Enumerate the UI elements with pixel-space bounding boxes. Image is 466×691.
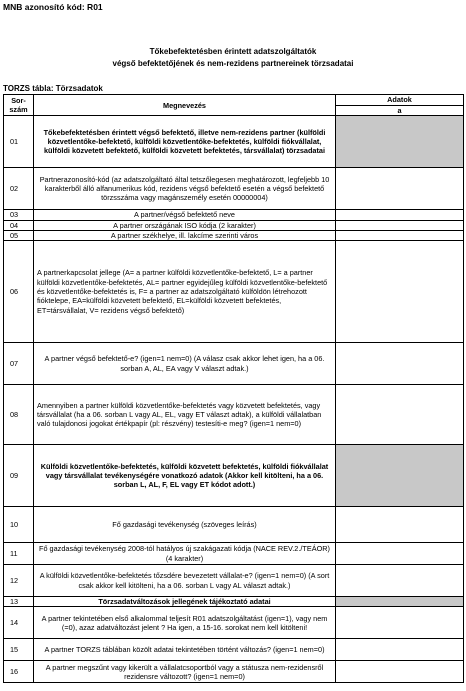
row-data-cell[interactable]: [336, 210, 464, 220]
row-num: 15: [4, 639, 34, 661]
col-header-data-sub: a: [336, 106, 464, 116]
form-title-line2: végső befektetőjének és nem-rezidens partnereinek törzsadatai: [112, 59, 354, 68]
row-num: 13: [4, 597, 34, 607]
row-data-cell[interactable]: [336, 565, 464, 597]
row-data-cell[interactable]: [336, 661, 464, 683]
row-num: 09: [4, 445, 34, 507]
table-name: TORZS tábla: Törzsadatok: [3, 84, 103, 93]
row-desc: Fő gazdasági tevékenység (szöveges leírás): [34, 507, 336, 543]
row-desc: A partnerkapcsolat jellege (A= a partner külföldi közvetlentőke-befektető, L= a partner külföldi közvetlentőke-befektetés, AL= partner egyidejűleg külföldi közvetlentőke-befektető és közvetlentőke-befektetés is, F= a partner az adatszolgáltató külföldön létrehozott fióktelepe, EA=külföldi közvetett befektető, EL=külföldi közvetett befektetés, ET=társvállalat, V= rezidens végső befektető): [34, 241, 336, 343]
row-desc: Külföldi közvetlentőke-befektetés, külföldi közvetett befektetés, külföldi fiókvállalat vagy társvállalat tevékenységére vonatkozó adatok (Akkor kell kitölteni, ha a 06. sorban L, AL, F, EL vagy ET kódot adott.): [34, 445, 336, 507]
row-data-cell-disabled: [336, 116, 464, 168]
row-data-cell[interactable]: [336, 543, 464, 565]
form-title-line1: Tőkebefektetésben érintett adatszolgáltatók: [149, 47, 317, 56]
row-num: 07: [4, 343, 34, 385]
row-data-cell[interactable]: [336, 168, 464, 210]
row-data-cell-disabled: [336, 597, 464, 607]
row-data-cell[interactable]: [336, 607, 464, 639]
row-num: 12: [4, 565, 34, 597]
row-desc: Tőkebefektetésben érintett végső befektető, illetve nem-rezidens partner (külföldi közvetlentőke-befektető, külföldi közvetlentőke-befektetés, külföldi fiókvállalat, külföldi közvetett befektető, külföldi közvetett befektetés, társvállalat) törzsadatai: [34, 116, 336, 168]
row-num: 06: [4, 241, 34, 343]
col-header-data: Adatok: [336, 95, 464, 106]
row-num: 10: [4, 507, 34, 543]
row-desc: A partner/végső befektető neve: [34, 210, 336, 220]
row-data-cell[interactable]: [336, 230, 464, 240]
row-desc: A partner megszűnt vagy kikerült a vállalatcsoportból vagy a státusza nem-rezidensről rezidensre változott? (igen=1 nem=0): [34, 661, 336, 683]
torzs-table: [3, 94, 464, 683]
row-desc: Partnerazonosító-kód (az adatszolgáltató által tetszőlegesen meghatározott, legfeljebb 10 karakterből álló alfanumerikus kód, rezidens végső befektető esetén a végső befektető törzsszáma vagy magánszemély esetén 00000004): [34, 168, 336, 210]
row-data-cell[interactable]: [336, 220, 464, 230]
row-desc: A partner TORZS táblában közölt adatai tekintetében történt változás? (igen=1 nem=0): [34, 639, 336, 661]
row-data-cell[interactable]: [336, 241, 464, 343]
col-header-num: [4, 95, 34, 116]
col-header-name: Megnevezés: [34, 95, 336, 116]
row-num: 05: [4, 230, 34, 240]
row-desc: A partner székhelye, ill. lakcíme szerinti város: [34, 230, 336, 240]
row-data-cell[interactable]: [336, 639, 464, 661]
row-num: 04: [4, 220, 34, 230]
row-desc: A külföldi közvetlentőke-befektetés tőzsdére bevezetett vállalat-e? (igen=1 nem=0) (A sort csak akkor kell kitölteni, ha a 06. sorban L vagy AL választ adtak.): [34, 565, 336, 597]
row-num: 02: [4, 168, 34, 210]
row-desc: A partner végső befektető-e? (igen=1 nem=0) (A válasz csak akkor lehet igen, ha a 06. sorban A, AL, EA vagy V választ adtak.): [34, 343, 336, 385]
row-data-cell[interactable]: [336, 343, 464, 385]
row-desc: Amennyiben a partner külföldi közvetlentőke-befektetés vagy közvetett befektetés, vagy társvállalat (ha a 06. sorban L vagy AL, EL, vagy ET választ adtak), a külföldi vállalatban való tulajdonosi jogokat értékpapír (pl: részvény) testesíti-e meg? (igen=1 nem=0): [34, 385, 336, 445]
row-num: 01: [4, 116, 34, 168]
row-num: 16: [4, 661, 34, 683]
form-code: MNB azonosító kód: R01: [3, 2, 103, 12]
row-desc: Fő gazdasági tevékenység 2008-tól hatályos új szakágazati kódja (NACE REV.2./TEÁOR) (4 karakter): [34, 543, 336, 565]
row-num: 11: [4, 543, 34, 565]
row-desc: A partner országának ISO kódja (2 karakter): [34, 220, 336, 230]
row-data-cell[interactable]: [336, 507, 464, 543]
row-data-cell-disabled: [336, 445, 464, 507]
row-data-cell[interactable]: [336, 385, 464, 445]
row-desc: Törzsadatváltozások jellegének tájékoztató adatai: [34, 597, 336, 607]
row-num: 08: [4, 385, 34, 445]
row-num: 03: [4, 210, 34, 220]
row-desc: A partner tekintetében első alkalommal teljesít R01 adatszolgáltatást (igen=1), vagy nem (=0), azaz adatváltozást jelent ? Ha igen, a 15-16. sorokat nem kell kitölteni!: [34, 607, 336, 639]
row-num: 14: [4, 607, 34, 639]
col-header-num-text: Sor- szám: [9, 96, 28, 115]
